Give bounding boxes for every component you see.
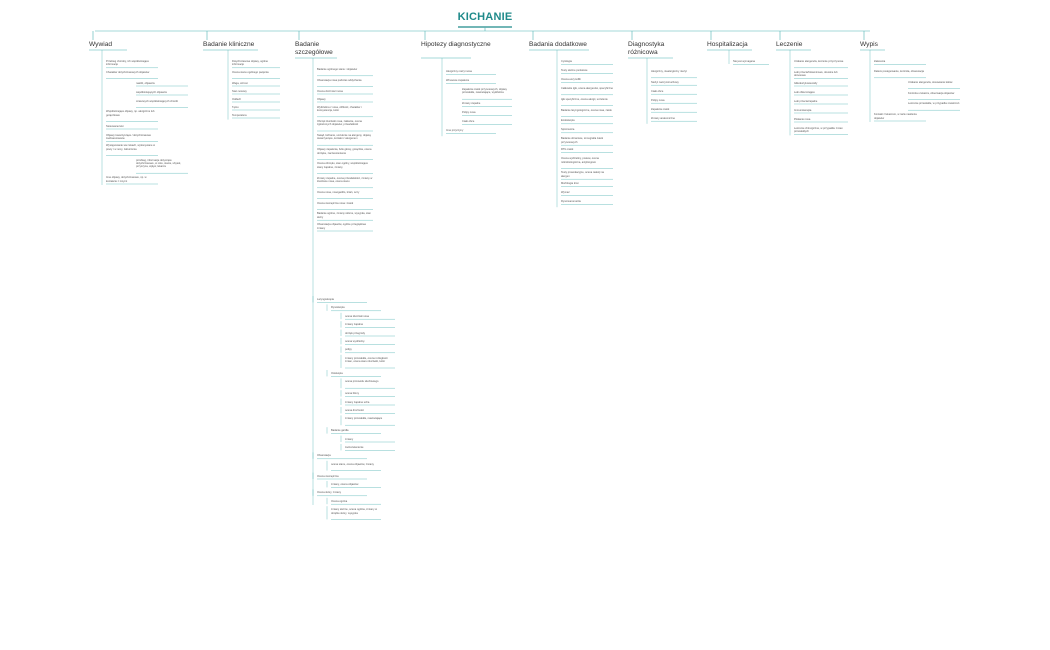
dodatkowe-node: Testy prowokacyjne, ocena reakcji na alergen: [561, 171, 604, 178]
szczegolowe-node: Obrzęk śluzówki nosa, zatkanie, ocena zgłoszonych objawów, przewlekłość: [317, 119, 362, 127]
szczegolowe-sub-node: ocena śluzówki nosa: [345, 314, 369, 318]
hipotezy-node: Zapalenie zatok przynosowych, objawy przewlekłe, nawracające, wydzielina: [462, 88, 507, 95]
szczegolowe-node: Obserwacja nosa podczas oddychania: [317, 78, 362, 82]
leczenie-node: Leczenie chirurgiczne, w przypadku zmian przewlekłych: [794, 126, 843, 133]
szczegolowe-node: Obserwacja objawów, ogólne przeglądowe zmiany: [317, 223, 367, 230]
szczegolowe-sub-node: Ocena skóry, zmiany: [317, 491, 342, 495]
dodatkowe-node: Wymaz: [561, 191, 570, 195]
dodatkowe-node: Ocena eozynofilii: [561, 78, 581, 81]
szczegolowe-sub-node: polipy: [345, 348, 352, 352]
szczegolowe-sub-node: ocena stanu, ocena objawów, zmiany: [331, 462, 374, 466]
szczegolowe-sub-node: ocena drożności: [345, 409, 364, 412]
szczegolowe-sub-node: zmiany przewlekłe, ocena rozległości zmian, ocena stanu śluzówki, kolor: [345, 356, 388, 364]
szczegolowe-node: Świąd, kichanie, uczulenie na alergeny, objawy towarzyszące, kontakt z alergenem: [317, 134, 372, 141]
szczegolowe-node: Badanie ogólnego stanu i objawów: [317, 68, 358, 71]
wypis-node: Unikanie alergenów, stosowanie leków: [908, 80, 953, 84]
branch-hipotezy: Hipotezy diagnostyczne: [421, 41, 491, 48]
roznicowa-node: Polipy nosa: [651, 98, 665, 102]
szczegolowe-sub-node: zmiany: [345, 437, 354, 441]
branch-szczegolowe: Badanie szczegółowe: [295, 41, 333, 56]
szczegolowe-node: Badanie ogólne, zmiany skórne, wysypka, stan skóry: [317, 212, 371, 219]
szczegolowe-sub-node: zmiany zapalne: [345, 323, 364, 327]
wywiad-node: przebieg, informacje dotyczące dotychczasowe, w roku, stanie, ubytek, przyczyna, wpływ, lekarza: [136, 158, 181, 169]
hipotezy-node: Alergiczny nieżyt nosa: [446, 70, 472, 73]
dodatkowe-node: Ocena wydzieliny, posiew, ocena mikrobiologiczna, antybiogram: [561, 157, 599, 164]
roznicowa-node: Alergiczny, niealergiczny nieżyt: [651, 70, 687, 73]
hipotezy-node: Ciało obce: [462, 120, 475, 124]
wywiad-node: czasowych współistniejących chorób: [136, 99, 179, 103]
szczegolowe-sub-node: Obserwacja: [317, 454, 331, 458]
branch-roznicowa: Diagnostyka różnicowa: [628, 41, 665, 56]
dodatkowe-node: Endoskopia: [561, 119, 575, 123]
kliniczne-node: Temperatura: [232, 113, 247, 117]
szczegolowe-sub-node: Ocena ogólna: [331, 499, 348, 503]
szczegolowe-sub-node: Rynoskopia: [331, 306, 345, 310]
hipotezy-node: Wirusowe zapalenie: [446, 79, 470, 82]
leczenie-node: Leki przeciwhistaminowe, doustne lub donosowe: [794, 70, 838, 78]
leczenie-node: Płukanie nosa: [794, 117, 811, 121]
wypis-node: Kontakt z lekarzem, w razie nasilenia objawów: [874, 113, 917, 120]
branch-kliniczne: Badanie kliniczne: [203, 41, 255, 48]
szczegolowe-node: Ocena drożności nosa: [317, 89, 343, 93]
wywiad-node: Występowanie ww. lekach, wykonywane w pracy / w nocy, zaburzenia: [106, 144, 155, 151]
hospitalizacja-node: Nie jest wymagana: [733, 60, 755, 63]
szczegolowe-node: Objawy: [317, 97, 326, 101]
roznicowa-node: Nieżyt naczynioruchowy: [651, 80, 679, 84]
szczegolowe-node: Zmiany zapalne, ocena przewlekłości, zmiany w śluzówce nosa, ocena stanu: [317, 176, 373, 183]
kliniczne-node: Oddech: [232, 97, 242, 101]
dodatkowe-node: Badanie obrazowe, tomografia zatok przynosowych: [561, 137, 604, 144]
wywiad-node: Stosowane leki: [106, 124, 124, 128]
szczegolowe-node: Ocena zewnętrzna nosa i zatok: [317, 201, 354, 205]
branch-wywiad: Wywiad: [89, 41, 113, 48]
wypis-node: Leczenie przewlekłe, w przypadku zaostrzeń: [908, 102, 960, 106]
roznicowa-node: Ciało obce: [651, 89, 664, 93]
branch-hospitalizacja: Hospitalizacja: [707, 41, 748, 48]
szczegolowe-sub-node: Badanie gardła: [331, 429, 349, 433]
wywiad-node: Objawy towarzyszące / dotychczasowe zaobserwowane: [106, 133, 151, 140]
szczegolowe-sub-node: Laryngoskopia: [317, 298, 334, 301]
leczenie-node: Immunoterapia: [794, 108, 812, 112]
dodatkowe-node: Testy skórne punktowe: [561, 69, 588, 72]
map-title: KICHANIE: [457, 11, 513, 23]
wywiad-node: Współistniejące objawy, np. alergiczne lub gorączkowe: [106, 110, 155, 117]
dodatkowe-node: Rynomanometria: [561, 200, 581, 204]
wywiad-node: Inne objawy, dotychczasowe, np. w kontakcie z innymi: [106, 176, 147, 183]
szczegolowe-node: Wydzielina z nosa, obfitość, charakter i konsystencja, kolor: [317, 105, 362, 112]
szczegolowe-sub-node: ocena błony: [345, 392, 359, 396]
leczenie-node: Leki przeciwzapalne: [794, 99, 818, 103]
leczenie-node: Glikokortykosteroidy: [794, 81, 818, 85]
hipotezy-node: Zmiany zapalne: [462, 102, 481, 106]
wypis-node: Dalsze postępowanie, kontrola, obserwacja: [874, 70, 924, 73]
kliniczne-node: Tętno: [232, 105, 239, 109]
kliniczne-node: Dotychczasowe objawy, ogólne informacje: [232, 60, 268, 67]
wywiad-node: nasilić, objawów: [136, 81, 155, 85]
szczegolowe-sub-node: zmiany skórne, ocena ogólna, zmiany w obrębie skóry, wysypka: [331, 508, 377, 515]
kliniczne-node: Ocena stanu ogólnego pacjenta: [232, 70, 269, 74]
dodatkowe-node: IgE specyficzne, ocena alergii, uczulenie: [561, 97, 608, 101]
wypis-node: Zalecenia: [874, 60, 886, 63]
leczenie-node: Unikanie alergenów, leczenie przyczynowe: [794, 60, 844, 63]
roznicowa-node: Zmiany anatomiczne: [651, 116, 675, 120]
kliniczne-node: Stan nosowy: [232, 89, 247, 93]
branch-wypis: Wypis: [860, 41, 878, 48]
szczegolowe-node: Objawy zapalenia, bóle głowy, gorączka, ocena obrzęku, zaczerwienienie: [317, 148, 372, 155]
leczenie-node: Leki obkurczające: [794, 90, 815, 94]
szczegolowe-node: Ocena nosa, nosogardło, krtań, oczy: [317, 190, 360, 194]
wywiad-node: współistniejących objawów: [136, 90, 167, 94]
dodatkowe-node: Morfologia krwi: [561, 182, 579, 186]
szczegolowe-sub-node: ocena wydzieliny: [345, 340, 365, 343]
wywiad-node: Przebieg choroby, ich współistniejące informacje: [106, 60, 149, 67]
szczegolowe-sub-node: Otoskopia: [331, 372, 343, 375]
branch-dodatkowe: Badania dodatkowe: [529, 41, 587, 48]
szczegolowe-sub-node: zmiany przewlekłe, nawracające: [345, 417, 383, 421]
roznicowa-node: Zapalenie zatok: [651, 107, 670, 111]
hipotezy-node: Inne przyczyny: [446, 129, 464, 133]
szczegolowe-sub-node: Ocena zewnętrzna: [317, 474, 339, 478]
szczegolowe-node: Ocena obrzęku, stan ogólny, współistniejące stany zapalne, zmiany: [317, 162, 368, 169]
branch-leczenie: Leczenie: [776, 41, 803, 48]
kliniczne-node: Waga, wzrost: [232, 81, 248, 85]
hipotezy-node: Polipy nosa: [462, 111, 476, 115]
szczegolowe-sub-node: zmiany zapalne ucha: [345, 400, 370, 404]
dodatkowe-node: Cytologia: [561, 60, 572, 63]
wywiad-node: Charakter dotychczasowych objawów: [106, 70, 150, 74]
dodatkowe-node: RTG zatok: [561, 148, 574, 152]
dodatkowe-node: Badanie laryngologiczne, ocena nosa, zatok: [561, 108, 612, 112]
szczegolowe-sub-node: ocena przewodu słuchowego: [345, 380, 379, 384]
szczegolowe-sub-node: zmiany, ocena objawów: [331, 483, 359, 486]
wypis-node: Kontrola u lekarza, obserwacja objawów: [908, 91, 955, 95]
szczegolowe-sub-node: obrzęk przegrody: [345, 331, 366, 335]
dodatkowe-node: Całkowite IgE, ocena alergenów, specyficzne: [561, 87, 613, 90]
szczegolowe-sub-node: zaczerwienienie: [345, 446, 364, 449]
dodatkowe-node: Spirometria: [561, 128, 575, 132]
